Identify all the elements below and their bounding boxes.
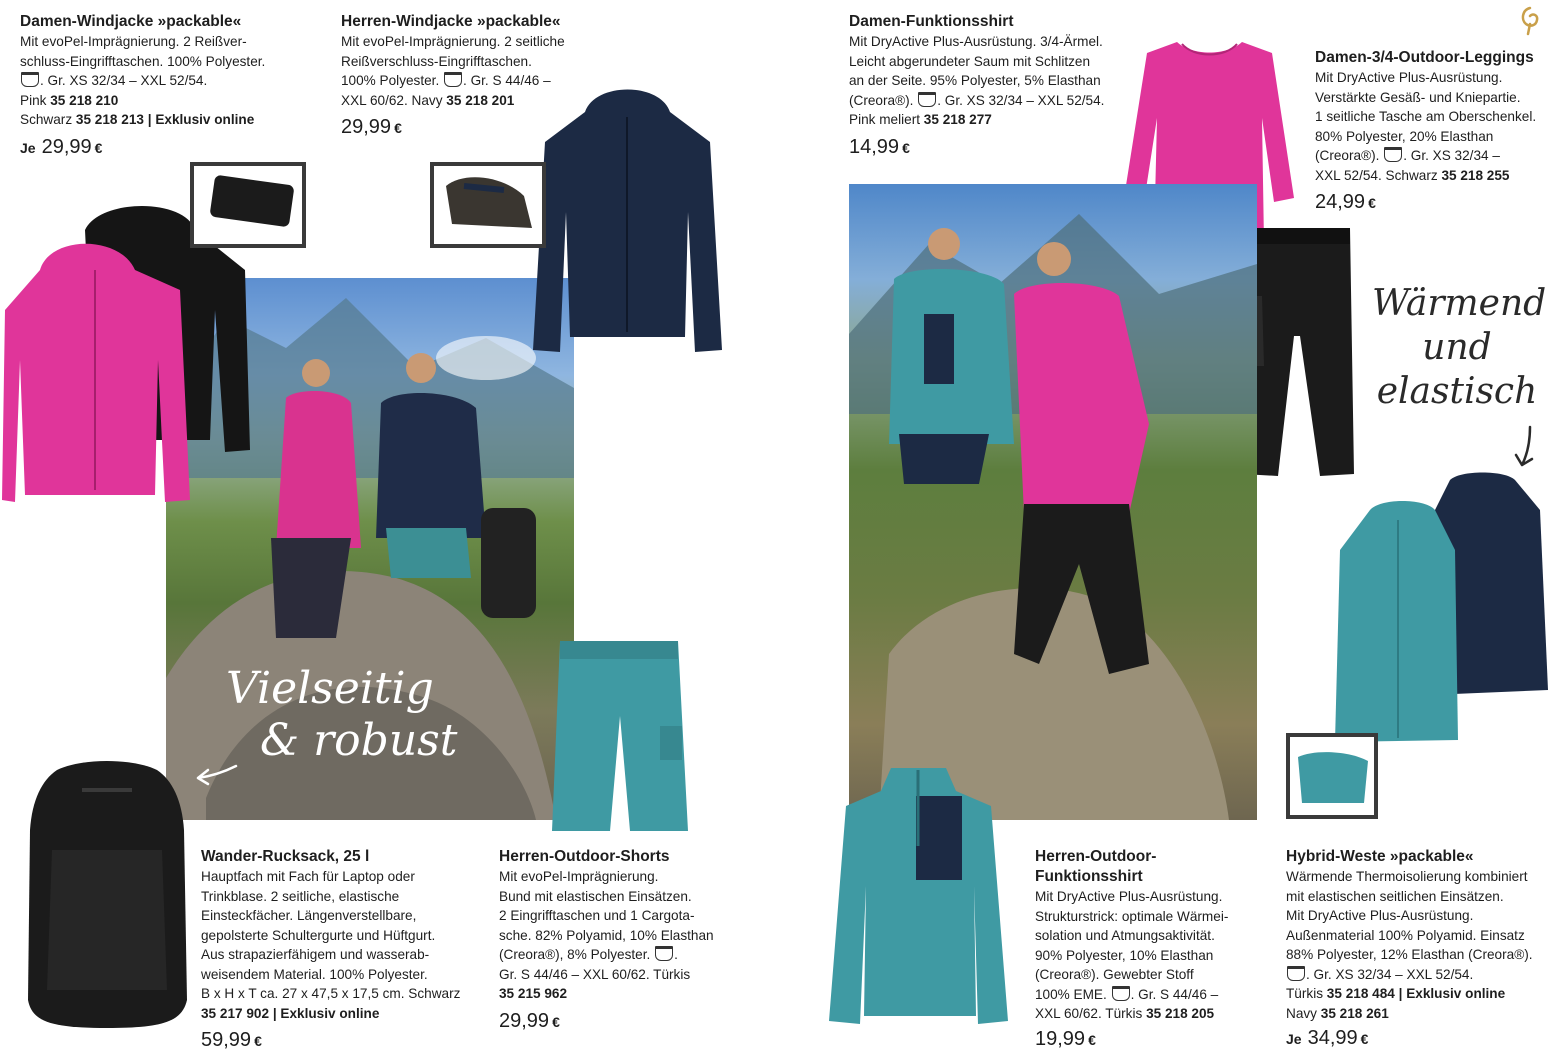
article-number: 35 215 962 <box>499 986 568 1001</box>
product-title: Funktionsshirt <box>1035 868 1143 885</box>
packed-pouch-image-teal <box>1286 733 1378 819</box>
size-range: . Gr. XS 32/34 – XXL 52/54. <box>937 92 1105 108</box>
rucksack-product-image <box>22 760 190 1030</box>
wash-40-icon <box>655 946 673 961</box>
variant-label: Schwarz <box>20 112 73 127</box>
product-desc-line: gepolsterte Schultergurte und Hüftgurt. <box>201 927 436 943</box>
product-title: Damen-3/4-Outdoor-Leggings <box>1315 49 1534 66</box>
rucksack-info <box>201 847 481 1054</box>
price-value: 29,99 <box>499 1009 550 1032</box>
online-badge: | Exklusiv online <box>1398 986 1506 1001</box>
variant-label: Türkis <box>1286 986 1324 1001</box>
product-desc-line: weisendem Material. 100% Polyester. <box>201 966 428 982</box>
size-range: XXL 60/62. Türkis <box>1035 1006 1143 1021</box>
product-desc-line: Außenmaterial 100% Polyamid. Einsatz <box>1286 927 1525 943</box>
herren-shorts-info: Herren-Outdoor-Shorts Mit evoPel-Imprägnierung. Bund mit elastischen Einsätzen. 2 Eingrifftaschen und 1 Cargota- sche. 82% Polyamid, 10% Elasthan (Creora®), 8% Polyester. . Gr. S 44/46 – XXL 60/62. Türkis 35 215 962 29,99 € <box>499 847 739 1035</box>
product-desc-line: Mit DryActive Plus-Ausrüstung. 3/4-Ärmel. <box>849 34 1103 49</box>
hybrid-weste-info <box>1286 847 1548 1052</box>
price <box>1286 1025 1548 1052</box>
material: 100% Polyester. <box>341 73 440 88</box>
product-title: Damen-Funktionsshirt <box>849 13 1014 30</box>
variant-label: Pink meliert <box>849 112 921 127</box>
price <box>499 1008 739 1035</box>
currency: € <box>254 1033 262 1049</box>
product-desc-line: Leicht abgerundeter Saum mit Schlitzen <box>849 53 1091 69</box>
variant-label: Navy <box>1286 1005 1317 1021</box>
article-number: 35 218 484 <box>1326 986 1395 1001</box>
size-range: . Gr. XS 32/34 – XXL 52/54. <box>40 73 208 88</box>
size-range: . Gr. XS 32/34 – XXL 52/54. <box>1306 966 1474 982</box>
product-desc-line: sche. 82% Polyamid, 10% Elasthan <box>499 927 714 943</box>
slogan-line: und <box>1422 327 1492 368</box>
product-desc-line: Mit DryActive Plus-Ausrüstung. <box>1286 908 1474 923</box>
price-value: 14,99 <box>849 135 900 158</box>
article-number: 35 218 213 <box>75 112 144 127</box>
currency: € <box>1368 195 1376 211</box>
price-value: 59,99 <box>201 1029 252 1051</box>
damen-funktionsshirt-info <box>849 12 1139 161</box>
product-desc-line: Hauptfach mit Fach für Laptop oder <box>201 869 415 884</box>
product-title: Damen-Windjacke »packable« <box>20 13 242 30</box>
size-range: . Gr. S 44/46 – <box>1130 986 1219 1002</box>
product-desc-line: Bund mit elastischen Einsätzen. <box>499 888 692 904</box>
article-number: 35 218 261 <box>1320 1005 1389 1021</box>
product-desc-line: solation und Atmungsaktivität. <box>1035 928 1215 943</box>
product-title: Herren-Windjacke »packable« <box>341 13 561 30</box>
material: (Creora®). <box>1315 148 1380 163</box>
damen-windjacke-info <box>20 12 320 161</box>
herren-funktionsshirt-product-image <box>826 766 1011 1028</box>
herren-shorts-product-image <box>550 636 690 836</box>
wash-30-icon <box>444 72 462 87</box>
currency: € <box>552 1013 560 1030</box>
product-desc-line: 80% Polyester, 20% Elasthan <box>1315 128 1494 144</box>
price-value: 29,99 <box>41 135 92 158</box>
wash-30-icon <box>1112 986 1130 1001</box>
slogan-left <box>226 663 457 767</box>
arrow-left-icon <box>194 760 239 786</box>
packed-pouch-image-navy <box>430 162 546 248</box>
wash-30-icon <box>21 72 39 87</box>
article-number: 35 218 277 <box>923 112 992 127</box>
online-badge: | Exklusiv online <box>147 112 255 127</box>
size-range: XXL 60/62. Navy <box>341 92 443 108</box>
product-desc-line: Mit evoPel-Imprägnierung. <box>499 869 659 884</box>
price-value: 29,99 <box>341 116 392 138</box>
article-number: 35 218 201 <box>446 92 515 108</box>
product-desc-line: Mit evoPel-Imprägnierung. 2 Reißver- <box>20 34 247 49</box>
article-number: 35 218 255 <box>1441 167 1510 183</box>
currency: € <box>1360 1031 1369 1047</box>
price <box>1315 189 1550 216</box>
herren-windjacke-product-image <box>530 82 725 357</box>
tchibo-bean-logo-icon <box>1518 6 1542 36</box>
price <box>1035 1026 1275 1053</box>
product-desc-line: 90% Polyester, 10% Elasthan <box>1035 947 1214 963</box>
product-desc-line: Mit DryActive Plus-Ausrüstung. <box>1035 889 1223 904</box>
currency: € <box>1088 1031 1096 1048</box>
arrow-down-icon <box>1512 425 1536 469</box>
wash-30-icon <box>918 92 936 107</box>
size-range: XXL 52/54. Schwarz <box>1315 167 1438 183</box>
product-desc-line: Verstärkte Gesäß- und Kniepartie. <box>1315 89 1521 105</box>
product-desc-line: Mit DryActive Plus-Ausrüstung. <box>1315 70 1503 85</box>
wash-30-icon <box>1287 966 1305 981</box>
price-value: 24,99 <box>1315 191 1366 213</box>
online-badge: | Exklusiv online <box>272 1005 380 1021</box>
product-desc-line: 1 seitliche Tasche am Oberschenkel. <box>1315 109 1537 124</box>
price-value: 19,99 <box>1035 1027 1086 1050</box>
hiking-pair-photo <box>849 184 1257 820</box>
product-title: Hybrid-Weste »packable« <box>1286 848 1474 865</box>
product-desc-line: Reißverschluss-Eingrifftaschen. <box>341 53 532 69</box>
product-desc-line: Aus strapazierfähigem und wasserab- <box>201 947 430 962</box>
price-value: 34,99 <box>1307 1027 1358 1049</box>
price <box>20 134 320 161</box>
product-desc-line: an der Seite. 95% Polyester, 5% Elasthan <box>849 73 1101 88</box>
product-desc-line: 2 Eingrifftaschen und 1 Cargota- <box>499 908 695 923</box>
currency: € <box>902 139 910 156</box>
size-range: . Gr. XS 32/34 – <box>1403 148 1500 163</box>
product-desc-line: Trinkblase. 2 seitliche, elastische <box>201 888 400 904</box>
size-range: . Gr. S 44/46 – <box>463 73 551 88</box>
currency: € <box>94 139 103 156</box>
variant-label: Pink <box>20 92 47 108</box>
article-number: 35 218 210 <box>50 92 119 108</box>
article-number: 35 217 902 <box>201 1005 270 1021</box>
material: 100% EME. <box>1035 986 1107 1002</box>
currency: € <box>394 120 402 136</box>
product-desc-line: Mit evoPel-Imprägnierung. 2 seitliche <box>341 34 565 49</box>
product-desc-line: B x H x T ca. 27 x 47,5 x 17,5 cm. Schwarz <box>201 986 461 1001</box>
product-desc-line: mit elastischen seitlichen Einsätzen. <box>1286 888 1504 904</box>
slogan-line: Vielseitig <box>226 663 434 714</box>
product-title: Wander-Rucksack, 25 l <box>201 848 370 865</box>
product-title: Herren-Outdoor-Shorts <box>499 848 670 865</box>
product-title: Herren-Outdoor- <box>1035 848 1157 865</box>
slogan-line: elastisch <box>1376 371 1538 412</box>
size-range: Gr. S 44/46 – XXL 60/62. Türkis <box>499 966 691 982</box>
price-prefix: Je <box>20 139 36 156</box>
price-prefix: Je <box>1286 1031 1302 1047</box>
article-number: 35 218 205 <box>1146 1006 1215 1021</box>
product-desc-line: Wärmende Thermoisolierung kombiniert <box>1286 869 1528 884</box>
material: (Creora®). <box>849 92 914 108</box>
product-desc-line: Strukturstrick: optimale Wärmei- <box>1035 908 1229 924</box>
herren-funktionsshirt-info <box>1035 847 1275 1053</box>
product-desc-line: schluss-Eingrifftaschen. 100% Polyester. <box>20 53 266 69</box>
damen-leggings-info <box>1315 48 1550 216</box>
product-desc-line: (Creora®). Gewebter Stoff <box>1035 967 1194 982</box>
slogan-line: Wärmend <box>1372 283 1547 324</box>
slogan-right <box>1372 282 1547 414</box>
price <box>849 134 1139 161</box>
packed-pouch-image-black <box>190 162 306 248</box>
hybrid-weste-product-image <box>1330 470 1550 750</box>
product-desc-line: Einsteckfächer. Längenverstellbare, <box>201 908 417 923</box>
slogan-line: & robust <box>260 715 458 766</box>
wash-40-icon <box>1384 147 1402 162</box>
material: (Creora®), 8% Polyester. <box>499 947 651 962</box>
product-desc-line: 88% Polyester, 12% Elasthan (Creora®). <box>1286 947 1533 962</box>
